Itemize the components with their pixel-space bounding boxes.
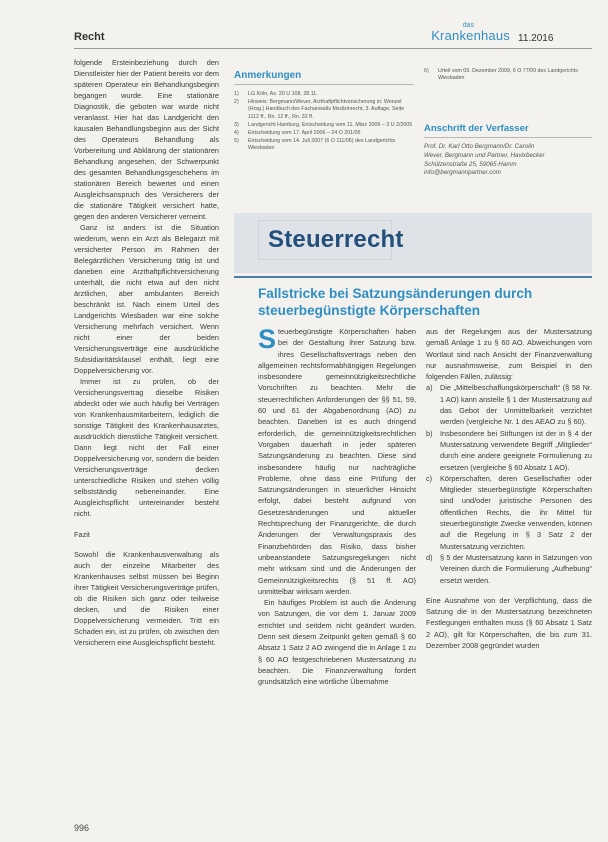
left-column — [74, 57, 219, 648]
notes-title: Anmerkungen — [234, 70, 302, 81]
logo-krankenhaus: Krankenhaus — [431, 28, 510, 43]
header-rule — [74, 48, 592, 49]
fazit-paragraph: Sowohl die Krankenhausverwaltung als auch der einzelne Mitarbeiter des Krankenhauses selbst müssen bei Beginn ihrer Tätigkeit Versicherungsverträge prüfen, ob die Risiken sich ganz oder teilweise decken, und die Risiken einer Doppelversicherung vermeiden. Tritt ein Schaden ein, ist zu prüfen, ob zwischen den Versicherern eine Ausgleichspflicht besteht. — [74, 550, 219, 647]
list-item: a) Die „Mittelbeschaffungskörperschaft“ (§ 58 Nr. 1 AO) kann anstelle § 1 der Mustersatzung auf das Gebot der Unmittelbarkeit verzichtet werden (vergleiche Nr. 1 des AEAO zu § 60). — [426, 383, 592, 427]
right-closing: Eine Ausnahme von der Verpflichtung, dass die Satzung die in der Mustersatzung bezeichneten Festlegungen enthalten muss (§ 60 Absatz 1 Satz 2 AO), gilt für Körperschaften, die bis zum 31. Dezember 2008 gegründet wurden — [426, 595, 592, 651]
note-item: 2) Hinweis: Bergmann/Wever, Arzthaftpflichtversicherung in: Wenzel (Hrsg.) Handbuch des Fachanwalts Medizinrecht, 3. Auflage, Seite 1112 ff., Rn. 12 ff., Rn. 32 ff. — [234, 99, 405, 120]
author-email: info@bergmannpartner.com — [424, 169, 501, 177]
middle-column — [258, 326, 416, 688]
address-line: Prof. Dr. Karl Otto Bergmann/Dr. Carolin — [424, 143, 535, 150]
issue-number: 11.2016 — [518, 33, 554, 44]
right-column — [426, 326, 592, 651]
banner-rule — [234, 276, 592, 278]
note-item: 5) Entscheidung vom 14. Juli 2007 (6 O 111/06) des Landgerichts Wiesbaden — [234, 138, 396, 152]
right-intro: aus der Regelungen aus der Mustersatzung gemäß Anlage 1 zu § 60 AO. Abweichungen vom Wortlaut sind nach Ansicht der Finanzverwaltung nur ausnahmsweise, zum Beispiel in den folgenden Fällen, zulässig: — [426, 327, 592, 382]
magazine-logo — [420, 22, 510, 42]
page-number: 996 — [74, 823, 90, 833]
address-line: Wever, Bergmann und Partner, Havixbecker — [424, 151, 545, 159]
logo-das: das — [462, 22, 474, 29]
note-item: 3) Landgericht Hamburg, Entscheidung vom 11. März 2006 – 3 U 2/2005 — [234, 121, 413, 128]
article-paragraph-1: Steuerbegünstigte Körperschaften haben bei der Gestaltung ihrer Satzung bzw. ihres Gesellschaftsvertrags neben den allgemeinen rechtsformabhängigen Regelungen insbesondere gemeinnützigkeitsrechtliche Vorschriften zu beachten. Mehr die steuerrechtlichen Anforderungen der §§ 51, 59, 60 und 61 der Abgabenordnung (AO) zu beachten. Daneben ist es auch dringend erforderlich, die gemeinnützigkeitsrechtlichen Vorgaben dauerhaft in jeder späteren Satzungsänderung zu beachten. Diese sind insbesondere häufig nur nachträgliche Probleme, ohne dass eine Prüfung der Satzungsänderungen in steuerlicher Hinsicht erfolgt, dabei besteht aufgrund von Gesetzesänderungen und aktueller Rechtsprechung der Finanzgerichte, die durch Änderungen der Verwaltungspraxis des Finanzbehörden das Risiko, dass bisher unbeanstandete Satzungsregelungen nicht mehr wirksam sind und die Änderungen der Gemeinnützigkeitsrechts (§ 51 ff. AO) unmittelbar wirksam werden. — [258, 324, 416, 596]
left-paragraph-3: Immer ist zu prüfen, ob der Versicherungsvertrag dieselbe Risiken abdeckt oder wie auch häufig bei Verträgen von Krankenhausmitarbeitern, lediglich die sonstige Tätigkeit des Krankenhausarztes, ausdrücklich dienstliche Tätigkeit versichert. Dann liegt nicht der Fall einer Doppelversicherung vor, sondern die beiden Versicherungsverträge decken unterschiedliche Risiken und stehen völlig selbstständig nebeneinander. Eine Ausgleichspflicht untereinander besteht nicht. — [74, 377, 219, 518]
left-paragraph-1: folgende Ersteinbeziehung durch den Dienstleister hier der Patient bereits vor dem späteren Operateur ein Behandlungsbeginn begangen wurde. Eine stationäre Diagnostik, die geboten war wurde nicht veranlasst. Hier hat das Landgericht den kausalen Behandlungsbeginn aus der Sicht des Operateurs Behandlung als Vorbereitung und Abklärung der stationären Behandlung angesehen, der Schwerpunkt des gesamten Behandlungsgeschehens im stationären Bereich bewertet und einen Ausgleichsanspruch des Versicherers der die stationäre Tätigkeit versichert hatte, gegen den anderen Versicherer verneint. — [74, 58, 219, 221]
list-item: c) Körperschaften, deren Gesellschafter oder Mitglieder steuerbegünstigte Körperschaften sind und/oder juristische Personen des öffentlichen Rechts, die ihr Mittel für steuerbegünstigte Zwecke verwenden, können auf die Regelung in § 3 Satz 2 der Mustersatzung verzichten. — [426, 473, 592, 551]
notes-rule — [234, 84, 414, 85]
author-address — [424, 143, 594, 178]
address-rule — [424, 137, 592, 138]
drop-cap: S — [258, 324, 277, 354]
address-line: Schützenstraße 25, 59065 Hamm — [424, 160, 517, 168]
note-item: 6) Urteil vom 09. Dezember 2009, 6 O 77/09 des Landgerichts Wiesbaden — [424, 68, 578, 82]
list-item: d) § 5 der Mustersatzung kann in Satzungen von Vereinen durch die Formulierung „Aufhebung“ ersetzt werden. — [426, 552, 592, 585]
article-paragraph-2: Ein häufiges Problem ist auch die Änderung von Satzungen, die vor dem 1. Januar 2009 errichtet und seitdem nicht geändert wurden. Denn seit diesem Zeitpunkt gelten gemäß § 60 Absatz 1 Satz 2 AO zwingend die in Anlage 1 zu § 60 AO festgeschriebenen Mustersatzung zu beachten. Die Finanzverwaltung fordert grundsätzlich eine wörtliche Übernahme — [258, 598, 416, 687]
notes-list-continued — [424, 68, 594, 82]
article-headline: Fallstricke bei Satzungsänderungen durch steuerbegünstigte Körperschaften — [258, 286, 533, 318]
left-paragraph-2: Ganz ist anders ist die Situation wiederum, wenn ein Arzt als Belegarzt mit versicherter Person im Rahmen der Belegärztlichen Versicherung tätig ist und daneben eine Arzthaftpflichtversicherung unterhält, die nicht etwa auf den nicht ärztlichen, aber ambulanten Bereich beschränkt ist. Nach einem Urteil des Landgerichts Wiesbaden war eine solche Versicherung mehrfach versichert. Wenn nicht einer der beiden Versicherungsverträge eine ausdrückliche Subsidiaritätsklausel enthält, liegt eine Doppelversicherung vor. — [74, 223, 219, 375]
note-item: 4) Entscheidung vom 17. April 2006 – 24 O 201/05 — [234, 130, 361, 137]
note-item: 1) LG Köln, Az. 20 U 108, 28.11. — [234, 91, 318, 97]
exception-list — [426, 382, 592, 585]
list-item: b) Insbesondere bei Stiftungen ist der in § 4 der Mustersatzung verwendete Begriff „Mitglieder“ durch eine andere geeignete Formulierung zu ersetzen (vergleiche § 60 Absatz 1 AO). — [426, 428, 592, 472]
notes-list — [234, 91, 414, 154]
section-label: Recht — [74, 31, 105, 43]
section-banner-title: Steuerrecht — [268, 226, 404, 253]
fazit-heading: Fazit — [74, 530, 90, 539]
address-title: Anschrift der Verfasser — [424, 123, 529, 134]
